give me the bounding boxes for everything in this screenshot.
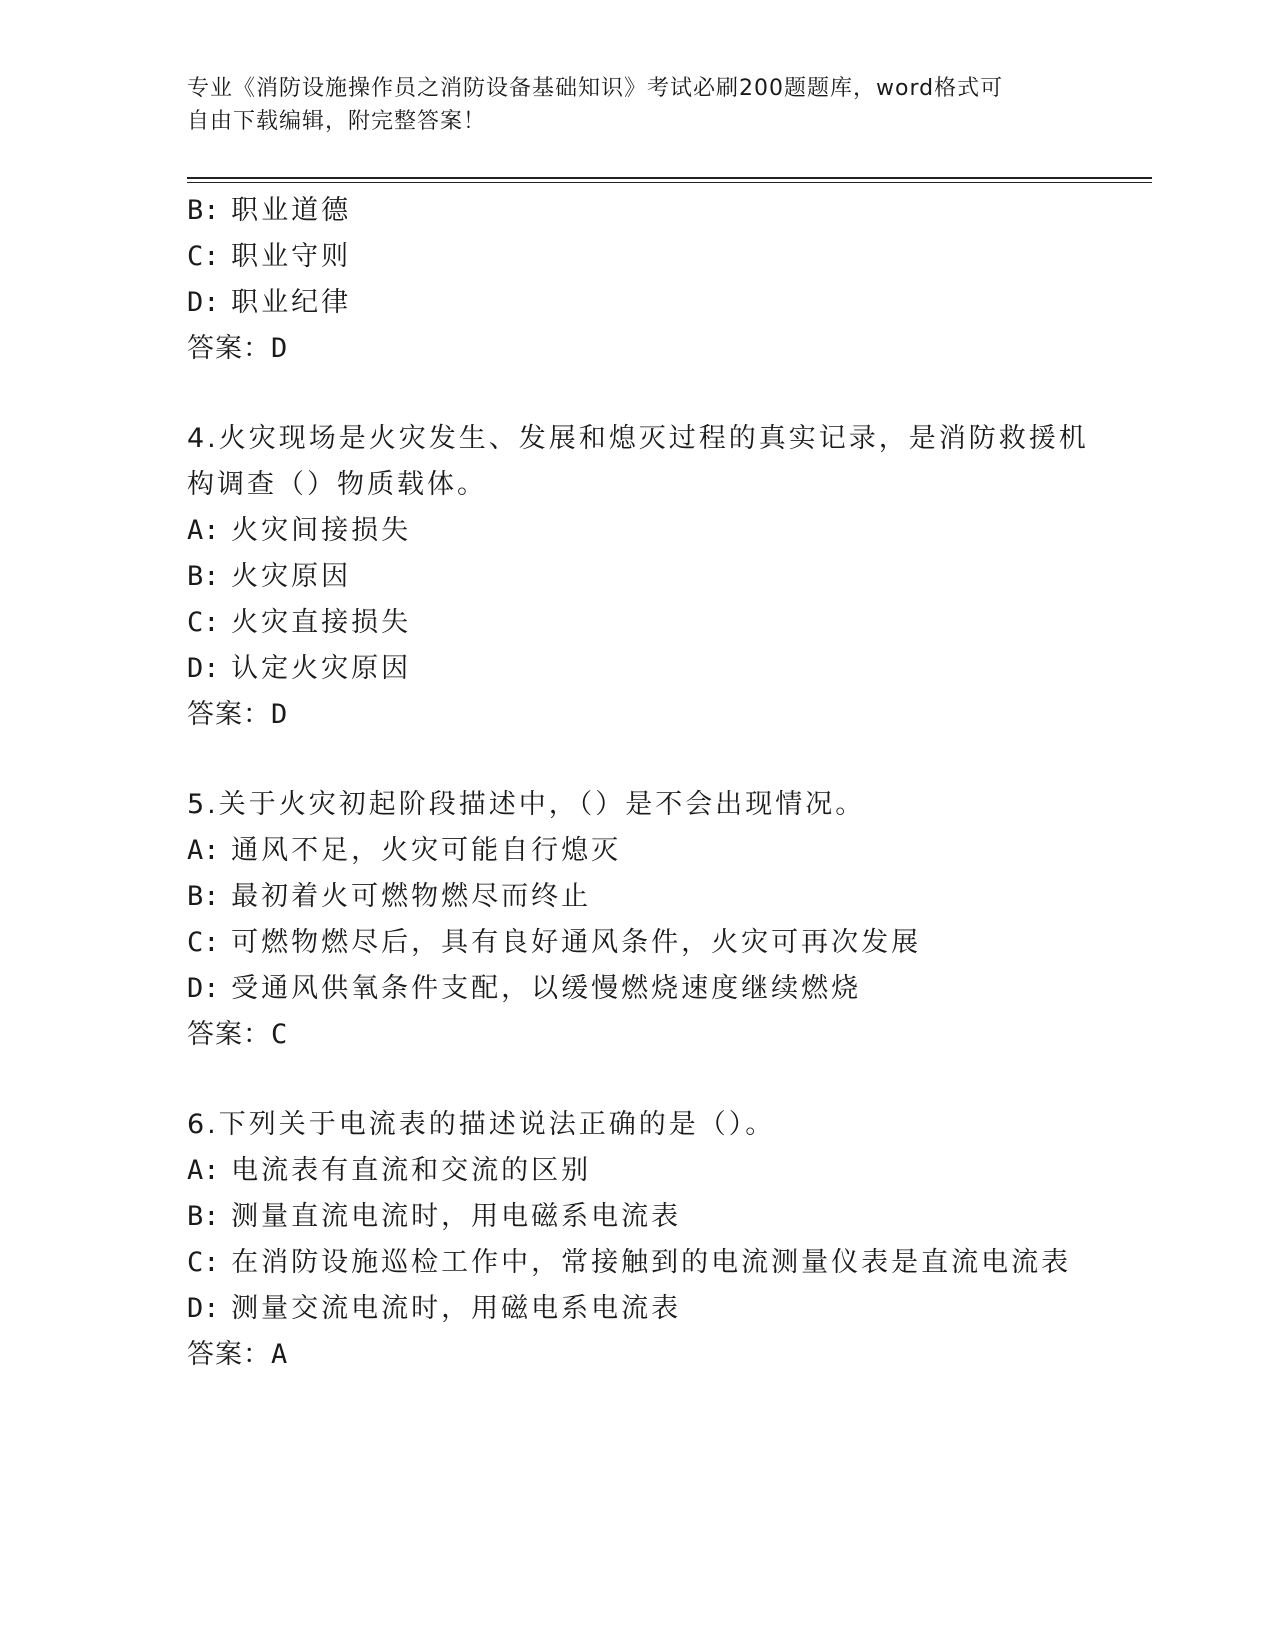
answer-line: 答案：C xyxy=(187,1019,288,1050)
answer-line: 答案：A xyxy=(187,1339,288,1370)
question-6 xyxy=(187,1102,1087,1378)
question-4 xyxy=(187,416,1087,738)
option-a: A: 火灾间接损失 xyxy=(187,515,412,546)
option-d: D: 受通风供氧条件支配，以缓慢燃烧速度继续燃烧 xyxy=(187,973,862,1004)
question-stem: 构调查（）物质载体。 xyxy=(187,469,487,500)
option-b: B: 火灾原因 xyxy=(187,561,352,592)
document-header xyxy=(187,72,1067,138)
option-d: D: 测量交流电流时，用磁电系电流表 xyxy=(187,1293,682,1324)
option-c: C: 在消防设施巡检工作中，常接触到的电流测量仪表是直流电流表 xyxy=(187,1247,1072,1278)
header-divider-thin xyxy=(187,182,1152,183)
answer-line: 答案：D xyxy=(187,699,288,730)
option-b: B: 职业道德 xyxy=(187,195,352,226)
answer-line: 答案：D xyxy=(187,333,288,364)
question-stem: 6.下列关于电流表的描述说法正确的是（）。 xyxy=(187,1109,776,1140)
option-c: C: 可燃物燃尽后，具有良好通风条件，火灾可再次发展 xyxy=(187,927,922,958)
option-a: A: 电流表有直流和交流的区别 xyxy=(187,1155,592,1186)
question-content xyxy=(187,188,1087,1378)
prev-question-block xyxy=(187,188,1087,372)
question-stem: 5.关于火灾初起阶段描述中，（）是不会出现情况。 xyxy=(187,789,866,820)
option-b: B: 测量直流电流时，用电磁系电流表 xyxy=(187,1201,682,1232)
option-a: A: 通风不足，火灾可能自行熄灭 xyxy=(187,835,622,866)
question-stem: 4.火灾现场是火灾发生、发展和熄灭过程的真实记录，是消防救援机 xyxy=(187,423,1089,454)
header-divider-thick xyxy=(187,177,1152,179)
header-line-2: 自由下载编辑，附完整答案！ xyxy=(187,109,487,134)
option-c: C: 职业守则 xyxy=(187,241,352,272)
option-d: D: 职业纪律 xyxy=(187,287,352,318)
question-5 xyxy=(187,782,1087,1058)
option-b: B: 最初着火可燃物燃尽而终止 xyxy=(187,881,592,912)
option-c: C: 火灾直接损失 xyxy=(187,607,412,638)
header-line-1: 专业《消防设施操作员之消防设备基础知识》考试必刷200题题库，word格式可 xyxy=(187,76,1004,101)
option-d: D: 认定火灾原因 xyxy=(187,653,412,684)
